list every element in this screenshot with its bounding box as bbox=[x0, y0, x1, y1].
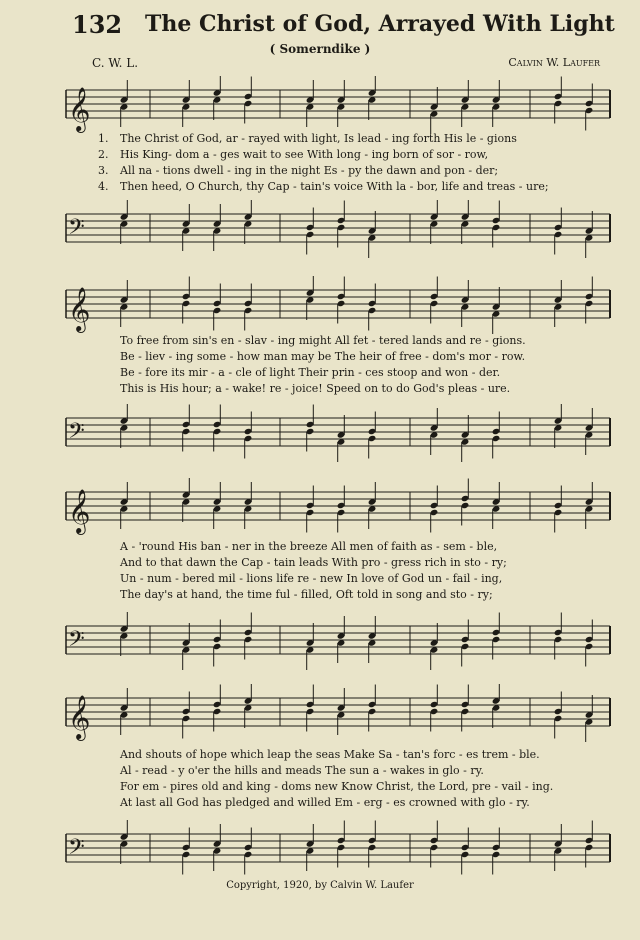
bass-staff bbox=[0, 820, 640, 880]
verse-line: Al - read - y o'er the hills and meads The sun a - wakes in glo - ry. bbox=[120, 764, 484, 777]
treble-clef-icon: 𝄞 bbox=[68, 287, 91, 331]
bass-clef-icon: 𝄢 bbox=[68, 215, 85, 245]
verse-line: 3. All na - tions dwell - ing in the night Es - py the dawn and pon - der; bbox=[98, 164, 499, 177]
treble-clef-icon: 𝄞 bbox=[68, 695, 91, 739]
verse-line: 4. Then heed, O Church, thy Cap - tain's voice With la - bor, life and treas - ure; bbox=[98, 180, 549, 193]
treble-clef-icon: 𝄞 bbox=[68, 87, 91, 131]
verse-line: To free from sin's en - slav - ing might All fet - tered lands and re - gions. bbox=[120, 334, 526, 347]
bass-clef-icon: 𝄢 bbox=[68, 419, 85, 449]
treble-staff bbox=[0, 276, 640, 336]
bass-clef-icon: 𝄢 bbox=[68, 627, 85, 657]
verse-line: Be - liev - ing some - how man may be The heir of free - dom's mor - row. bbox=[120, 350, 526, 363]
verse-line: And to that dawn the Cap - tain leads With pro - gress rich in sto - ry; bbox=[120, 556, 507, 569]
verse-line: 1. The Christ of God, ar - rayed with light, Is lead - ing forth His le - gions bbox=[98, 132, 517, 145]
bass-clef-icon: 𝄢 bbox=[68, 835, 85, 865]
verse-line: This is His hour; a - wake! re - joice! Speed on to do God's pleas - ure. bbox=[120, 382, 511, 395]
verse-line: At last all God has pledged and willed Em - erg - es crowned with glo - ry. bbox=[120, 796, 530, 809]
tune-name: ( Somerndike ) bbox=[269, 42, 371, 56]
bass-staff bbox=[0, 612, 640, 672]
verse-line: The day's at hand, the time ful - filled, Oft told in song and sto - ry; bbox=[120, 588, 493, 601]
verse-line: Be - fore its mir - a - cle of light Their prin - ces stoop and won - der. bbox=[120, 366, 501, 379]
treble-staff bbox=[0, 478, 640, 538]
hymn-title: The Christ of God, Arrayed With Light bbox=[145, 11, 615, 37]
verse-line: And shouts of hope which leap the seas Make Sa - tan's forc - es trem - ble. bbox=[120, 748, 540, 761]
bass-staff bbox=[0, 404, 640, 464]
hymn-number: 132 bbox=[72, 10, 123, 39]
verse-line: 2. His King- dom a - ges wait to see With long - ing born of sor - row, bbox=[98, 148, 489, 161]
treble-staff bbox=[0, 76, 640, 136]
copyright-notice: Copyright, 1920, by Calvin W. Laufer bbox=[226, 880, 414, 891]
treble-staff bbox=[0, 684, 640, 744]
words-attribution: C. W. L. bbox=[92, 56, 139, 70]
music-attribution: Calvin W. Laufer bbox=[508, 56, 600, 69]
treble-clef-icon: 𝄞 bbox=[68, 489, 91, 533]
verse-line: For em - pires old and king - doms new Know Christ, the Lord, pre - vail - ing. bbox=[120, 780, 554, 793]
verse-line: Un - num - bered mil - lions life re - new In love of God un - fail - ing, bbox=[120, 572, 503, 585]
verse-line: A - 'round His ban - ner in the breeze All men of faith as - sem - ble, bbox=[120, 540, 498, 553]
bass-staff bbox=[0, 200, 640, 260]
